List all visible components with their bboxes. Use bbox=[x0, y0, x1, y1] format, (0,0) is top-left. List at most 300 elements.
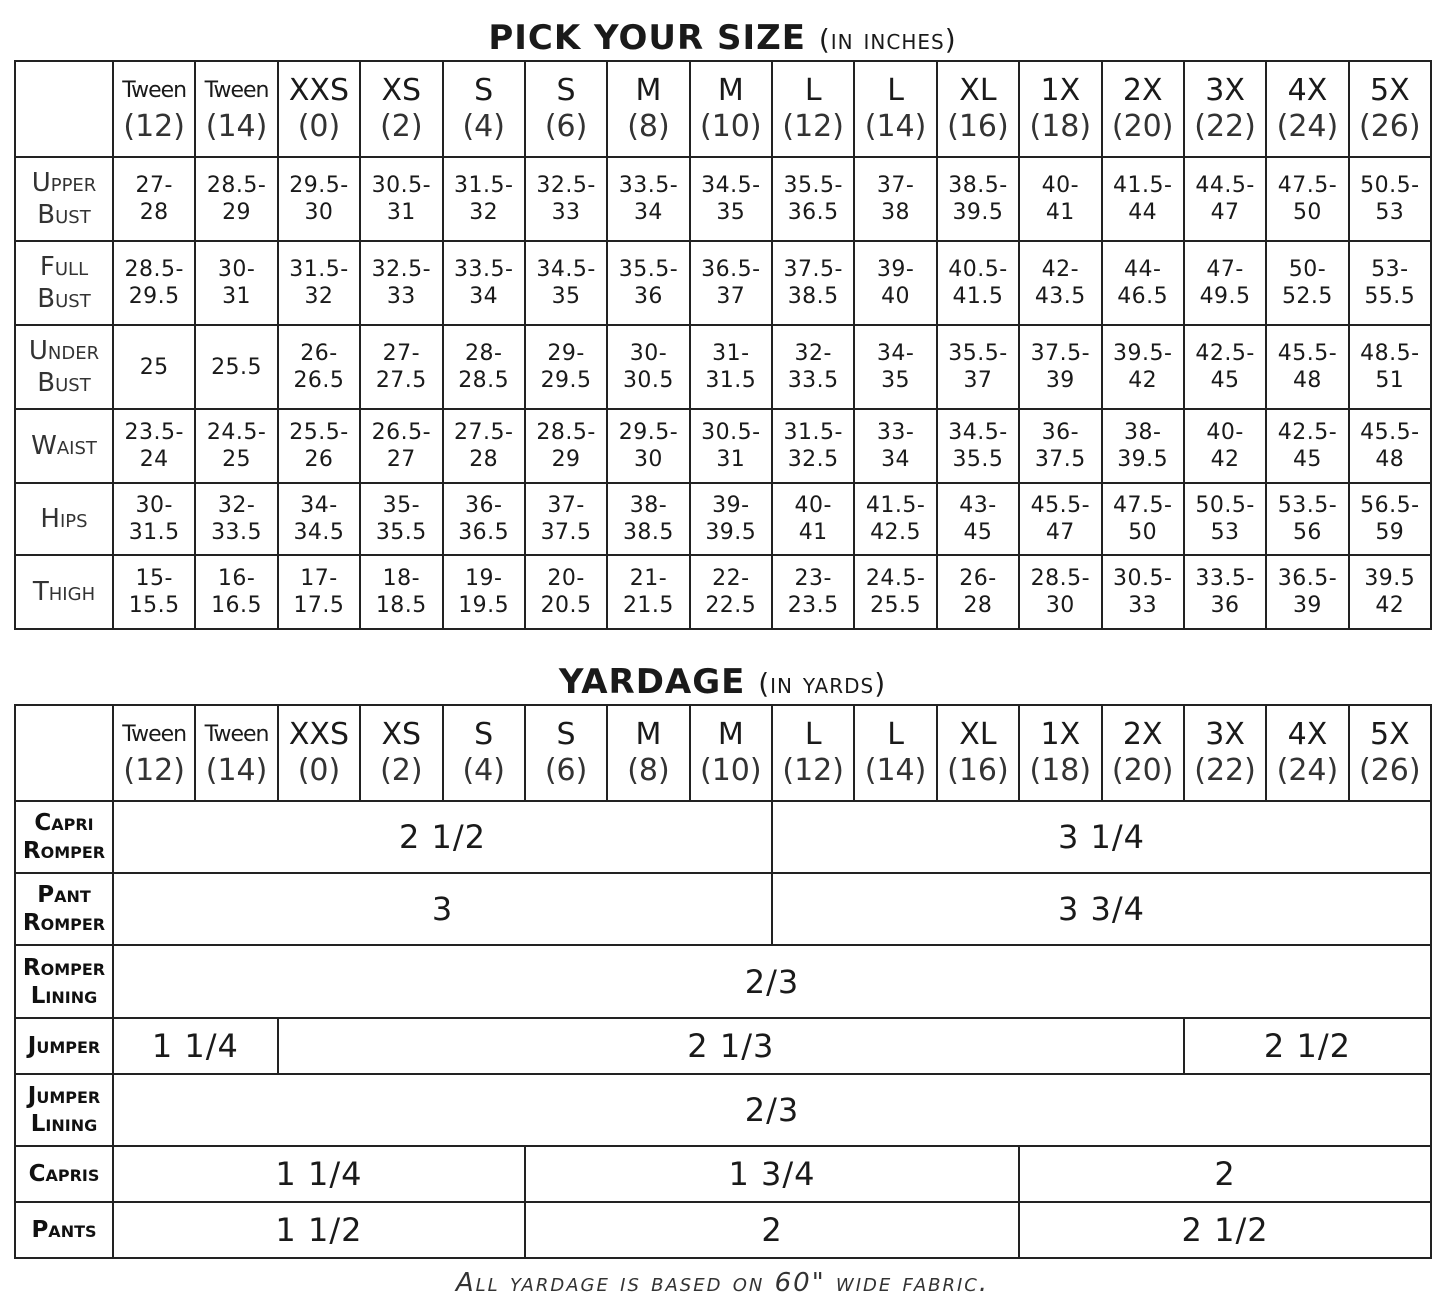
measurement-cell bbox=[1266, 157, 1348, 241]
measurement-value: 43- bbox=[959, 493, 997, 518]
measurement-cell bbox=[1184, 409, 1266, 483]
size-chart-subtitle: (in inches) bbox=[818, 23, 957, 56]
size-name: L bbox=[887, 717, 904, 752]
measurement-value: 37 bbox=[963, 368, 993, 393]
measurement-value: 17- bbox=[300, 566, 338, 591]
measurement-value: 39.5 bbox=[1364, 566, 1416, 591]
measurement-value: 23- bbox=[794, 566, 832, 591]
measurement-value: 37- bbox=[547, 493, 585, 518]
size-number: (0) bbox=[297, 753, 341, 788]
measurement-cell bbox=[937, 483, 1019, 555]
measurement-cell bbox=[360, 157, 442, 241]
measurement-value: 30.5- bbox=[371, 173, 432, 198]
size-number: (26) bbox=[1359, 753, 1421, 788]
size-corner-cell bbox=[15, 61, 113, 157]
measurement-value: 28 bbox=[963, 593, 993, 618]
row-label bbox=[15, 801, 113, 873]
measurement-value: 44- bbox=[1123, 257, 1162, 282]
measurement-value: 38.5 bbox=[622, 520, 674, 545]
yardage-cell: 1 1/2 bbox=[113, 1202, 525, 1258]
size-name: Tween bbox=[204, 78, 269, 103]
yardage-size-header bbox=[772, 705, 854, 801]
measurement-value: 28 bbox=[139, 200, 169, 225]
measurement-value: 48.5- bbox=[1360, 341, 1420, 366]
measurement-cell bbox=[195, 241, 277, 325]
measurement-value: 33.5 bbox=[211, 520, 263, 545]
measurement-value: 21.5 bbox=[622, 593, 674, 618]
row-label-line: Pant bbox=[37, 882, 91, 908]
row-label-line: Romper bbox=[22, 910, 106, 936]
yardage-size-header bbox=[1102, 705, 1184, 801]
measurement-value: 36.5 bbox=[787, 200, 839, 225]
measurement-value: 40 bbox=[881, 284, 911, 309]
measurement-cell bbox=[1184, 157, 1266, 241]
measurement-value: 35.5- bbox=[783, 173, 843, 198]
size-number: (10) bbox=[700, 753, 762, 788]
measurement-cell bbox=[854, 483, 936, 555]
measurement-cell bbox=[1266, 483, 1348, 555]
size-chart-title-text: PICK YOUR SIZE bbox=[488, 18, 806, 58]
measurement-value: 50 bbox=[1128, 520, 1158, 545]
yardage-footnote: All yardage is based on 60" wide fabric. bbox=[455, 1268, 990, 1298]
size-name: S bbox=[556, 73, 576, 108]
measurement-cell bbox=[1019, 241, 1101, 325]
size-size-header bbox=[278, 61, 360, 157]
measurement-value: 34- bbox=[300, 493, 338, 518]
measurement-row bbox=[15, 483, 1431, 555]
measurement-value: 31.5 bbox=[705, 368, 757, 393]
measurement-value: 30.5- bbox=[701, 420, 761, 445]
row-label bbox=[15, 483, 113, 555]
measurement-cell bbox=[1019, 325, 1101, 409]
size-number: (24) bbox=[1276, 753, 1339, 788]
measurement-value: 22.5 bbox=[705, 593, 757, 618]
measurement-value: 16.5 bbox=[211, 593, 263, 618]
size-size-header bbox=[195, 61, 277, 157]
measurement-cell bbox=[1266, 325, 1348, 409]
yardage-size-header bbox=[607, 705, 689, 801]
measurement-value: 31 bbox=[716, 447, 746, 472]
measurement-value: 32- bbox=[794, 341, 832, 366]
row-label-line: Hips bbox=[40, 504, 88, 534]
measurement-cell bbox=[1102, 483, 1184, 555]
size-name: M bbox=[717, 73, 744, 108]
yardage-row bbox=[15, 873, 1431, 945]
yardage-row bbox=[15, 945, 1431, 1018]
measurement-value: 32.5- bbox=[371, 257, 432, 282]
size-number: (18) bbox=[1029, 109, 1092, 144]
size-size-header bbox=[1184, 61, 1266, 157]
measurement-value: 25.5- bbox=[289, 420, 349, 445]
yardage-chart-title bbox=[0, 662, 1445, 702]
yardage-cell: 2 1/2 bbox=[1019, 1202, 1431, 1258]
yardage-cell: 3 bbox=[113, 873, 772, 945]
measurement-cell bbox=[443, 409, 525, 483]
size-name: 1X bbox=[1040, 73, 1081, 108]
measurement-value: 45 bbox=[1292, 447, 1322, 472]
measurement-row bbox=[15, 241, 1431, 325]
measurement-value: 41.5- bbox=[865, 493, 926, 518]
measurement-cell bbox=[1349, 555, 1431, 629]
size-name: 4X bbox=[1287, 73, 1328, 108]
measurement-cell bbox=[525, 157, 607, 241]
measurement-value: 42.5- bbox=[1195, 341, 1255, 366]
measurement-value: 42.5- bbox=[1277, 420, 1338, 445]
measurement-value: 29 bbox=[222, 200, 252, 225]
yardage-size-header bbox=[443, 705, 525, 801]
measurement-value: 30.5 bbox=[622, 368, 674, 393]
measurement-value: 32 bbox=[304, 284, 334, 309]
measurement-value: 32- bbox=[217, 493, 256, 518]
measurement-value: 36 bbox=[1210, 593, 1240, 618]
measurement-cell bbox=[113, 241, 195, 325]
measurement-value: 47 bbox=[1045, 520, 1075, 545]
measurement-value: 33.5 bbox=[787, 368, 839, 393]
measurement-value: 33 bbox=[1128, 593, 1158, 618]
measurement-value: 15- bbox=[135, 566, 173, 591]
measurement-value: 44.5- bbox=[1195, 173, 1255, 198]
yardage-cell: 2/3 bbox=[113, 945, 1431, 1018]
measurement-value: 32.5- bbox=[536, 173, 596, 198]
measurement-cell bbox=[937, 157, 1019, 241]
measurement-cell bbox=[1349, 325, 1431, 409]
measurement-value: 26 bbox=[304, 447, 334, 472]
measurement-cell bbox=[1184, 241, 1266, 325]
measurement-cell bbox=[1266, 409, 1348, 483]
yardage-size-header bbox=[195, 705, 277, 801]
measurement-value: 24.5- bbox=[865, 566, 926, 591]
measurement-cell bbox=[195, 409, 277, 483]
measurement-cell bbox=[690, 555, 772, 629]
measurement-cell bbox=[1102, 157, 1184, 241]
yardage-row bbox=[15, 801, 1431, 873]
measurement-value: 36.5- bbox=[701, 257, 761, 282]
measurement-value: 45.5- bbox=[1030, 493, 1091, 518]
size-chart-title bbox=[0, 18, 1445, 58]
measurement-value: 35 bbox=[881, 368, 911, 393]
yardage-size-header bbox=[360, 705, 442, 801]
size-number: (24) bbox=[1276, 109, 1339, 144]
measurement-value: 28.5- bbox=[1030, 566, 1091, 591]
yardage-size-header bbox=[1266, 705, 1348, 801]
measurement-cell bbox=[195, 483, 277, 555]
measurement-cell bbox=[278, 409, 360, 483]
measurement-value: 59 bbox=[1375, 520, 1405, 545]
measurement-value: 38- bbox=[629, 493, 668, 518]
measurement-value: 25.5 bbox=[211, 354, 263, 380]
measurement-value: 18- bbox=[382, 566, 421, 591]
row-label-line: Full bbox=[39, 252, 89, 282]
row-label-line: Jumper bbox=[27, 1083, 101, 1109]
measurement-cell bbox=[525, 483, 607, 555]
measurement-cell bbox=[607, 409, 689, 483]
measurement-cell bbox=[113, 555, 195, 629]
measurement-value: 39- bbox=[712, 493, 750, 518]
size-number: (8) bbox=[627, 109, 670, 144]
measurement-cell bbox=[607, 325, 689, 409]
measurement-cell bbox=[1349, 241, 1431, 325]
measurement-value: 36- bbox=[464, 493, 503, 518]
measurement-value: 39.5- bbox=[1112, 341, 1173, 366]
measurement-value: 51 bbox=[1375, 368, 1405, 393]
yardage-size-header bbox=[1019, 705, 1101, 801]
yardage-cell: 1 1/4 bbox=[113, 1146, 525, 1202]
measurement-cell bbox=[113, 325, 195, 409]
measurement-value: 41 bbox=[1045, 200, 1075, 225]
measurement-cell bbox=[854, 555, 936, 629]
size-name: XXS bbox=[288, 717, 350, 752]
size-number: (12) bbox=[123, 753, 185, 788]
size-number: (10) bbox=[700, 109, 762, 144]
measurement-value: 35.5- bbox=[618, 257, 679, 282]
size-number: (14) bbox=[205, 109, 268, 144]
measurement-value: 26- bbox=[959, 566, 997, 591]
size-number: (4) bbox=[462, 109, 505, 144]
measurement-value: 47 bbox=[1210, 200, 1240, 225]
measurement-cell bbox=[443, 483, 525, 555]
measurement-value: 35- bbox=[382, 493, 421, 518]
yardage-row bbox=[15, 1018, 1431, 1074]
size-name: XS bbox=[381, 73, 422, 108]
measurement-cell bbox=[772, 409, 854, 483]
measurement-value: 24.5- bbox=[206, 420, 267, 445]
measurement-cell bbox=[1019, 409, 1101, 483]
measurement-value: 45.5- bbox=[1277, 341, 1338, 366]
size-name: 2X bbox=[1122, 73, 1163, 108]
yardage-size-header bbox=[113, 705, 195, 801]
size-number: (12) bbox=[782, 109, 844, 144]
measurement-value: 42 bbox=[1375, 593, 1405, 618]
measurement-cell bbox=[360, 325, 442, 409]
measurement-value: 25 bbox=[222, 447, 252, 472]
size-name: XL bbox=[959, 717, 997, 752]
measurement-cell bbox=[1102, 325, 1184, 409]
measurement-value: 47.5- bbox=[1277, 173, 1338, 198]
size-size-header bbox=[1019, 61, 1101, 157]
measurement-value: 35.5 bbox=[375, 520, 427, 545]
size-size-header bbox=[360, 61, 442, 157]
row-label bbox=[15, 157, 113, 241]
measurement-cell bbox=[1019, 483, 1101, 555]
measurement-value: 53- bbox=[1371, 257, 1409, 282]
row-label bbox=[15, 945, 113, 1018]
measurement-value: 53 bbox=[1375, 200, 1405, 225]
size-chart-table bbox=[14, 60, 1432, 630]
measurement-value: 33.5- bbox=[453, 257, 514, 282]
size-size-header bbox=[1102, 61, 1184, 157]
measurement-value: 41.5- bbox=[1112, 173, 1173, 198]
size-number: (12) bbox=[123, 109, 185, 144]
measurement-cell bbox=[360, 555, 442, 629]
size-number: (8) bbox=[627, 753, 670, 788]
measurement-value: 42.5 bbox=[870, 520, 922, 545]
yardage-cell: 1 3/4 bbox=[525, 1146, 1019, 1202]
yardage-corner-cell bbox=[15, 705, 113, 801]
size-name: Tween bbox=[122, 78, 187, 103]
measurement-cell bbox=[360, 483, 442, 555]
measurement-cell bbox=[113, 157, 195, 241]
measurement-value: 29 bbox=[551, 447, 581, 472]
measurement-value: 17.5 bbox=[293, 593, 345, 618]
measurement-row bbox=[15, 325, 1431, 409]
measurement-cell bbox=[1266, 555, 1348, 629]
size-name: XL bbox=[959, 73, 997, 108]
row-label-line: Jumper bbox=[27, 1033, 101, 1059]
measurement-value: 34.5 bbox=[293, 520, 345, 545]
measurement-value: 30 bbox=[1045, 593, 1075, 618]
measurement-value: 45 bbox=[963, 520, 993, 545]
measurement-value: 30- bbox=[217, 257, 256, 282]
yardage-size-header bbox=[278, 705, 360, 801]
measurement-value: 39 bbox=[1292, 593, 1322, 618]
measurement-cell bbox=[772, 325, 854, 409]
yardage-size-header bbox=[690, 705, 772, 801]
measurement-cell bbox=[772, 555, 854, 629]
yardage-cell: 2/3 bbox=[113, 1074, 1431, 1146]
size-number: (2) bbox=[380, 753, 423, 788]
measurement-cell bbox=[525, 555, 607, 629]
measurement-row bbox=[15, 157, 1431, 241]
row-label bbox=[15, 1074, 113, 1146]
row-label-line: Romper bbox=[22, 838, 106, 864]
measurement-value: 31.5 bbox=[128, 520, 180, 545]
measurement-value: 39.5 bbox=[952, 200, 1004, 225]
measurement-cell bbox=[854, 157, 936, 241]
measurement-value: 28- bbox=[464, 341, 503, 366]
measurement-cell bbox=[525, 409, 607, 483]
yardage-size-header bbox=[854, 705, 936, 801]
measurement-cell bbox=[360, 241, 442, 325]
measurement-cell bbox=[772, 241, 854, 325]
size-number: (4) bbox=[462, 753, 505, 788]
measurement-value: 47- bbox=[1206, 257, 1244, 282]
measurement-value: 27- bbox=[135, 173, 173, 198]
yardage-header-row bbox=[15, 705, 1431, 801]
measurement-cell bbox=[360, 409, 442, 483]
measurement-value: 29.5- bbox=[618, 420, 679, 445]
yardage-chart-title-text: YARDAGE bbox=[558, 662, 746, 702]
measurement-value: 29.5 bbox=[540, 368, 592, 393]
measurement-cell bbox=[278, 325, 360, 409]
size-size-header bbox=[525, 61, 607, 157]
measurement-value: 31 bbox=[386, 200, 416, 225]
size-size-header bbox=[113, 61, 195, 157]
yardage-cell: 2 bbox=[1019, 1146, 1431, 1202]
measurement-value: 34- bbox=[876, 341, 915, 366]
measurement-value: 26- bbox=[300, 341, 338, 366]
measurement-value: 42- bbox=[1041, 257, 1080, 282]
measurement-cell bbox=[937, 555, 1019, 629]
measurement-value: 56 bbox=[1292, 520, 1322, 545]
measurement-value: 35.5- bbox=[948, 341, 1008, 366]
size-name: XS bbox=[381, 717, 422, 752]
measurement-cell bbox=[195, 325, 277, 409]
measurement-value: 27- bbox=[382, 341, 421, 366]
measurement-cell bbox=[937, 325, 1019, 409]
measurement-value: 31.5- bbox=[453, 173, 514, 198]
measurement-value: 37 bbox=[716, 284, 746, 309]
size-name: L bbox=[887, 73, 904, 108]
size-number: (16) bbox=[947, 109, 1009, 144]
measurement-value: 27 bbox=[386, 447, 416, 472]
yardage-cell: 1 1/4 bbox=[113, 1018, 278, 1074]
measurement-value: 44 bbox=[1128, 200, 1158, 225]
row-label bbox=[15, 325, 113, 409]
measurement-cell bbox=[1019, 555, 1101, 629]
measurement-cell bbox=[1184, 325, 1266, 409]
size-name: 5X bbox=[1369, 717, 1410, 752]
measurement-cell bbox=[1349, 483, 1431, 555]
size-header-row bbox=[15, 61, 1431, 157]
measurement-value: 16- bbox=[217, 566, 256, 591]
measurement-cell bbox=[854, 325, 936, 409]
row-label-line: Bust bbox=[37, 368, 91, 398]
size-size-header bbox=[854, 61, 936, 157]
measurement-value: 25 bbox=[139, 354, 169, 380]
measurement-value: 36.5- bbox=[1277, 566, 1338, 591]
size-size-header bbox=[1349, 61, 1431, 157]
yardage-chart-table bbox=[14, 704, 1432, 1259]
size-number: (16) bbox=[947, 753, 1009, 788]
measurement-value: 36.5 bbox=[458, 520, 510, 545]
size-size-header bbox=[772, 61, 854, 157]
measurement-value: 33.5- bbox=[1195, 566, 1255, 591]
size-name: Tween bbox=[204, 722, 269, 747]
measurement-value: 39- bbox=[876, 257, 915, 282]
size-size-header bbox=[690, 61, 772, 157]
size-size-header bbox=[443, 61, 525, 157]
measurement-value: 33 bbox=[551, 200, 581, 225]
row-label-line: Waist bbox=[31, 431, 97, 461]
measurement-value: 47.5- bbox=[1112, 493, 1173, 518]
size-name: Tween bbox=[122, 722, 187, 747]
measurement-value: 34 bbox=[633, 200, 663, 225]
measurement-value: 19- bbox=[464, 566, 503, 591]
measurement-value: 27.5 bbox=[375, 368, 427, 393]
size-number: (20) bbox=[1111, 753, 1174, 788]
measurement-value: 41 bbox=[798, 520, 828, 545]
measurement-value: 34.5- bbox=[948, 420, 1008, 445]
measurement-value: 30.5- bbox=[1112, 566, 1173, 591]
measurement-cell bbox=[607, 555, 689, 629]
yardage-cell: 3 1/4 bbox=[772, 801, 1431, 873]
row-label-line: Bust bbox=[37, 284, 91, 314]
measurement-value: 31.5- bbox=[783, 420, 843, 445]
row-label bbox=[15, 1018, 113, 1074]
measurement-value: 40- bbox=[1041, 173, 1080, 198]
yardage-size-header bbox=[525, 705, 607, 801]
yardage-cell: 2 1/3 bbox=[278, 1018, 1184, 1074]
measurement-value: 37.5 bbox=[1034, 447, 1086, 472]
measurement-value: 40.5- bbox=[948, 257, 1008, 282]
measurement-cell bbox=[690, 241, 772, 325]
measurement-cell bbox=[937, 241, 1019, 325]
size-name: 2X bbox=[1122, 717, 1163, 752]
measurement-cell bbox=[443, 241, 525, 325]
measurement-value: 29.5 bbox=[128, 284, 180, 309]
measurement-value: 43.5 bbox=[1034, 284, 1086, 309]
measurement-value: 28.5- bbox=[124, 257, 184, 282]
size-number: (22) bbox=[1194, 753, 1256, 788]
measurement-cell bbox=[1102, 241, 1184, 325]
size-name: 4X bbox=[1287, 717, 1328, 752]
measurement-cell bbox=[772, 157, 854, 241]
measurement-value: 56.5- bbox=[1360, 493, 1420, 518]
measurement-value: 34 bbox=[881, 447, 911, 472]
measurement-value: 53 bbox=[1210, 520, 1240, 545]
measurement-value: 48 bbox=[1292, 368, 1322, 393]
measurement-value: 20- bbox=[547, 566, 585, 591]
